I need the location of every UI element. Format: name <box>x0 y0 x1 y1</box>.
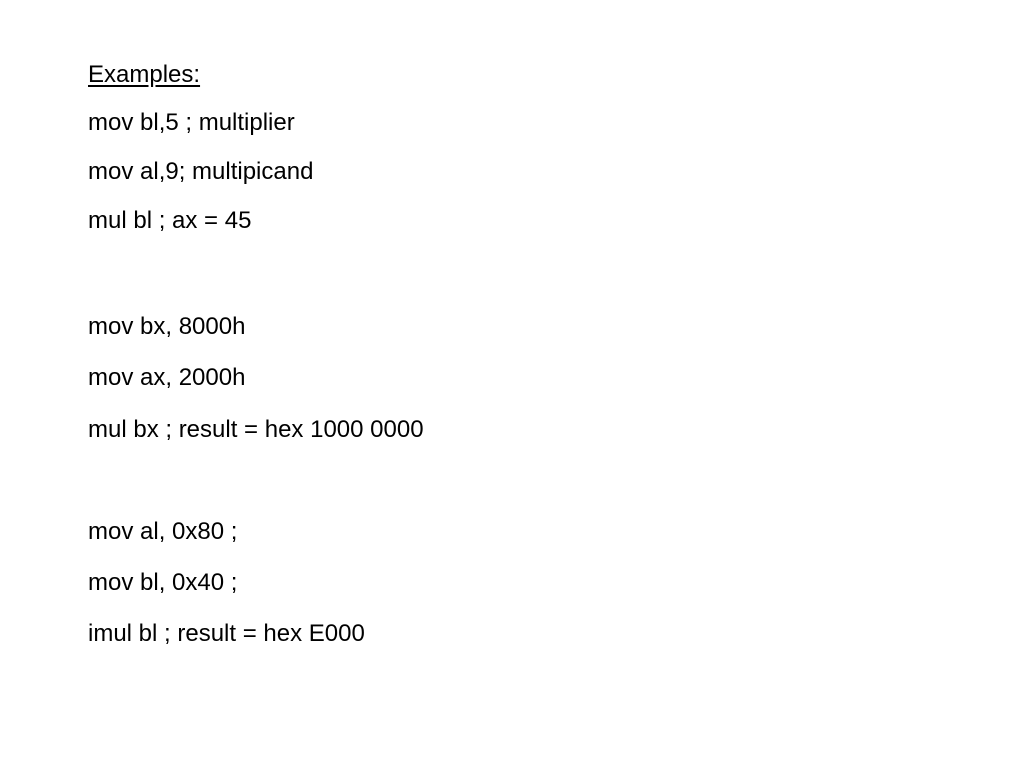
code-line-5: mov ax, 2000h <box>88 364 246 391</box>
code-line-6: mul bx ; result = hex 1000 0000 <box>88 416 424 443</box>
code-line-9: imul bl ; result = hex E000 <box>88 620 365 647</box>
code-line-4: mov bx, 8000h <box>88 313 246 340</box>
examples-heading: Examples: <box>88 61 201 88</box>
code-line-7: mov al, 0x80 ; <box>88 518 238 545</box>
code-line-3: mul bl ; ax = 45 <box>88 207 252 234</box>
code-line-8: mov bl, 0x40 ; <box>88 569 238 596</box>
code-line-1: mov bl,5 ; multiplier <box>88 109 295 136</box>
code-line-2: mov al,9; multipicand <box>88 158 314 185</box>
